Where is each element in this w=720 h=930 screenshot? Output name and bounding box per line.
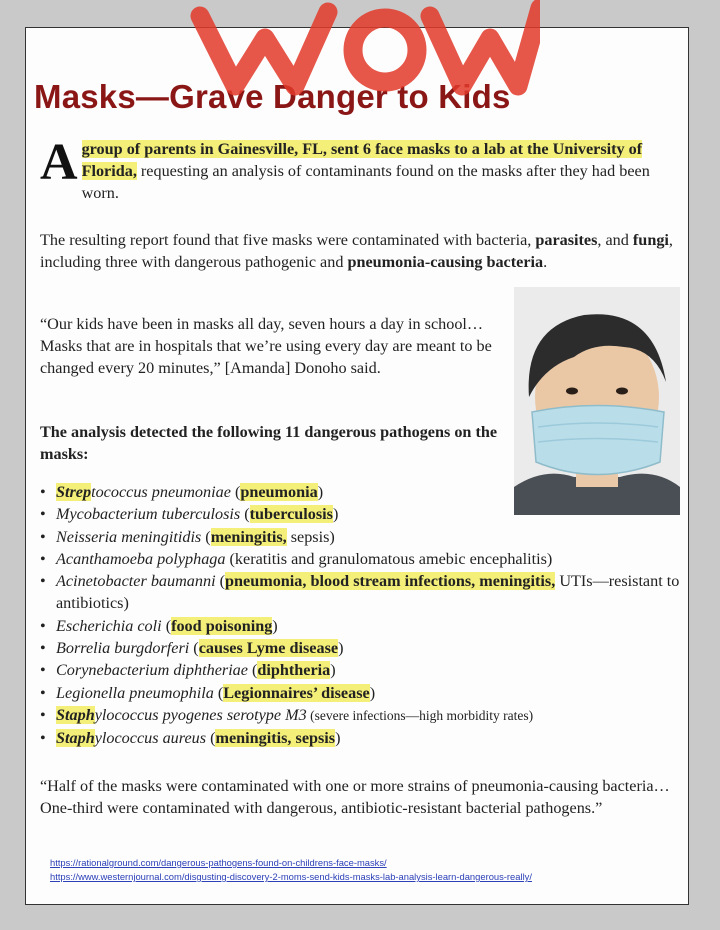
- pathogen-note-text: (: [230, 483, 241, 501]
- report-text: .: [543, 253, 548, 271]
- report-bold-bacteria: pneumonia-causing bacteria: [347, 253, 544, 271]
- pathogen-disease-highlight: causes Lyme disease: [198, 639, 339, 658]
- pathogen-note-close: ): [330, 661, 336, 680]
- pathogen-item: [40, 526, 680, 548]
- pathogen-item: [40, 704, 680, 727]
- pathogen-name-highlight: Staph: [56, 729, 95, 748]
- pathogen-name: Borrelia burgdorferi: [56, 639, 190, 658]
- analysis-heading: The analysis detected the following 11 dangerous pathogens on the masks:: [40, 423, 498, 463]
- pathogen-disease-highlight: food poisoning: [171, 616, 273, 635]
- pathogen-note-text: (: [215, 572, 226, 591]
- pathogen-name: Acanthamoeba polyphaga: [56, 549, 226, 568]
- pathogen-name: Neisseria meningitidis: [56, 527, 202, 546]
- pathogen-note-close: ): [317, 483, 324, 501]
- pathogen-note-text: (: [189, 639, 199, 658]
- pathogen-note-text: (: [213, 683, 224, 702]
- report-text: , and: [597, 231, 633, 249]
- pathogen-name: Escherichia coli: [56, 616, 162, 635]
- pathogen-item: [40, 682, 680, 704]
- pathogen-name: Corynebacterium diphtheriae: [56, 661, 248, 680]
- pathogen-disease-highlight: Legionnaires’ disease: [223, 683, 370, 702]
- report-bold-fungi: fungi: [632, 231, 669, 249]
- pathogen-note-close: ): [329, 527, 335, 546]
- pathogen-name: Legionella pneumophila: [56, 683, 214, 702]
- pathogen-disease-highlight: pneumonia, blood stream infections, meningitis,: [225, 572, 556, 591]
- pathogen-name: Mycobacterium tuberculosis: [56, 505, 241, 524]
- pathogen-note-text: (: [240, 505, 250, 524]
- pathogen-note-close: ): [528, 707, 534, 723]
- pathogen-note-text: sepsis: [286, 527, 330, 546]
- pathogen-disease-highlight: meningitis, sepsis: [215, 729, 336, 748]
- intro-highlighted-text: group of parents in Gainesville, FL, sent 6 face masks to a lab at the University of Florida,: [81, 140, 643, 180]
- pathogen-name-highlight: Strep: [56, 483, 92, 501]
- pathogen-item: [40, 570, 680, 615]
- pathogen-item: [40, 637, 680, 659]
- pathogen-note-text: (: [247, 661, 258, 680]
- pathogen-item: [40, 548, 680, 570]
- closing-quote: “Half of the masks were contaminated with one or more strains of pneumonia-causing bacteria… One-third were contaminated with dangerous, antibiotic-resistant bacterial pathogens.”: [40, 777, 670, 817]
- report-text: , including three with dangerous pathogenic and: [40, 231, 673, 271]
- pathogen-name-highlight: Staph: [56, 705, 95, 724]
- pathogen-note-close: ): [369, 683, 376, 702]
- pathogen-name: Acinetobacter baumanni: [56, 572, 216, 591]
- pathogen-note-close: ): [546, 549, 553, 568]
- pathogen-name: tococcus pneumoniae: [91, 483, 231, 501]
- pathogen-note-text: (severe infections—high morbidity rates: [306, 707, 529, 723]
- source-link-westernjournal[interactable]: https://www.westernjournal.com/disgusting-discovery-2-moms-send-kids-masks-lab-analysis-learn-dangerous-really/: [50, 871, 532, 882]
- pathogen-note-text: (: [201, 527, 211, 546]
- pathogen-disease-highlight: tuberculosis: [249, 505, 333, 524]
- pathogen-note-text: (keratitis and granulomatous amebic encephalitis: [225, 549, 547, 568]
- report-bold-parasites: parasites: [535, 231, 598, 249]
- pathogen-name: ylococcus aureus: [94, 729, 207, 748]
- pathogen-disease-highlight: diphtheria: [257, 661, 331, 680]
- drop-cap: A: [40, 134, 78, 191]
- pathogen-note-close: ): [272, 616, 278, 635]
- report-paragraph: [40, 229, 680, 273]
- intro-paragraph: [40, 134, 680, 204]
- pathogen-disease-highlight: pneumonia: [240, 483, 318, 501]
- child-in-mask-photo: [514, 287, 680, 515]
- pathogen-item: [40, 659, 680, 681]
- pathogen-note-text: UTIs—resistant to antibiotics: [56, 572, 680, 613]
- pathogen-item: [40, 727, 680, 749]
- pathogen-note-text: (: [161, 616, 172, 635]
- pathogen-note-close: ): [335, 729, 341, 748]
- pathogen-item: [40, 615, 680, 637]
- pathogen-list: [40, 481, 680, 750]
- parent-quote: “Our kids have been in masks all day, seven hours a day in school… Masks that are in hospitals that we’re using every day are meant to be changed every 20 minutes,” [Amanda] Donoho said.: [40, 315, 492, 377]
- report-text: The resulting report found that five masks were contaminated with bacteria,: [40, 231, 536, 249]
- pathogen-note-close: ): [123, 594, 129, 613]
- pathogen-note-close: ): [332, 505, 339, 524]
- pathogen-disease-highlight: meningitis,: [210, 527, 287, 546]
- pathogen-note-close: ): [338, 639, 344, 658]
- source-link-rationalground[interactable]: https://rationalground.com/dangerous-pathogens-found-on-childrens-face-masks/: [50, 857, 387, 868]
- intro-rest-text: requesting an analysis of contaminants found on the masks after they had been worn.: [81, 162, 650, 202]
- article-title: Masks—Grave Danger to Kids: [34, 78, 511, 115]
- pathogen-name: ylococcus pyogenes serotype M3: [94, 705, 307, 724]
- pathogen-note-text: (: [206, 729, 216, 748]
